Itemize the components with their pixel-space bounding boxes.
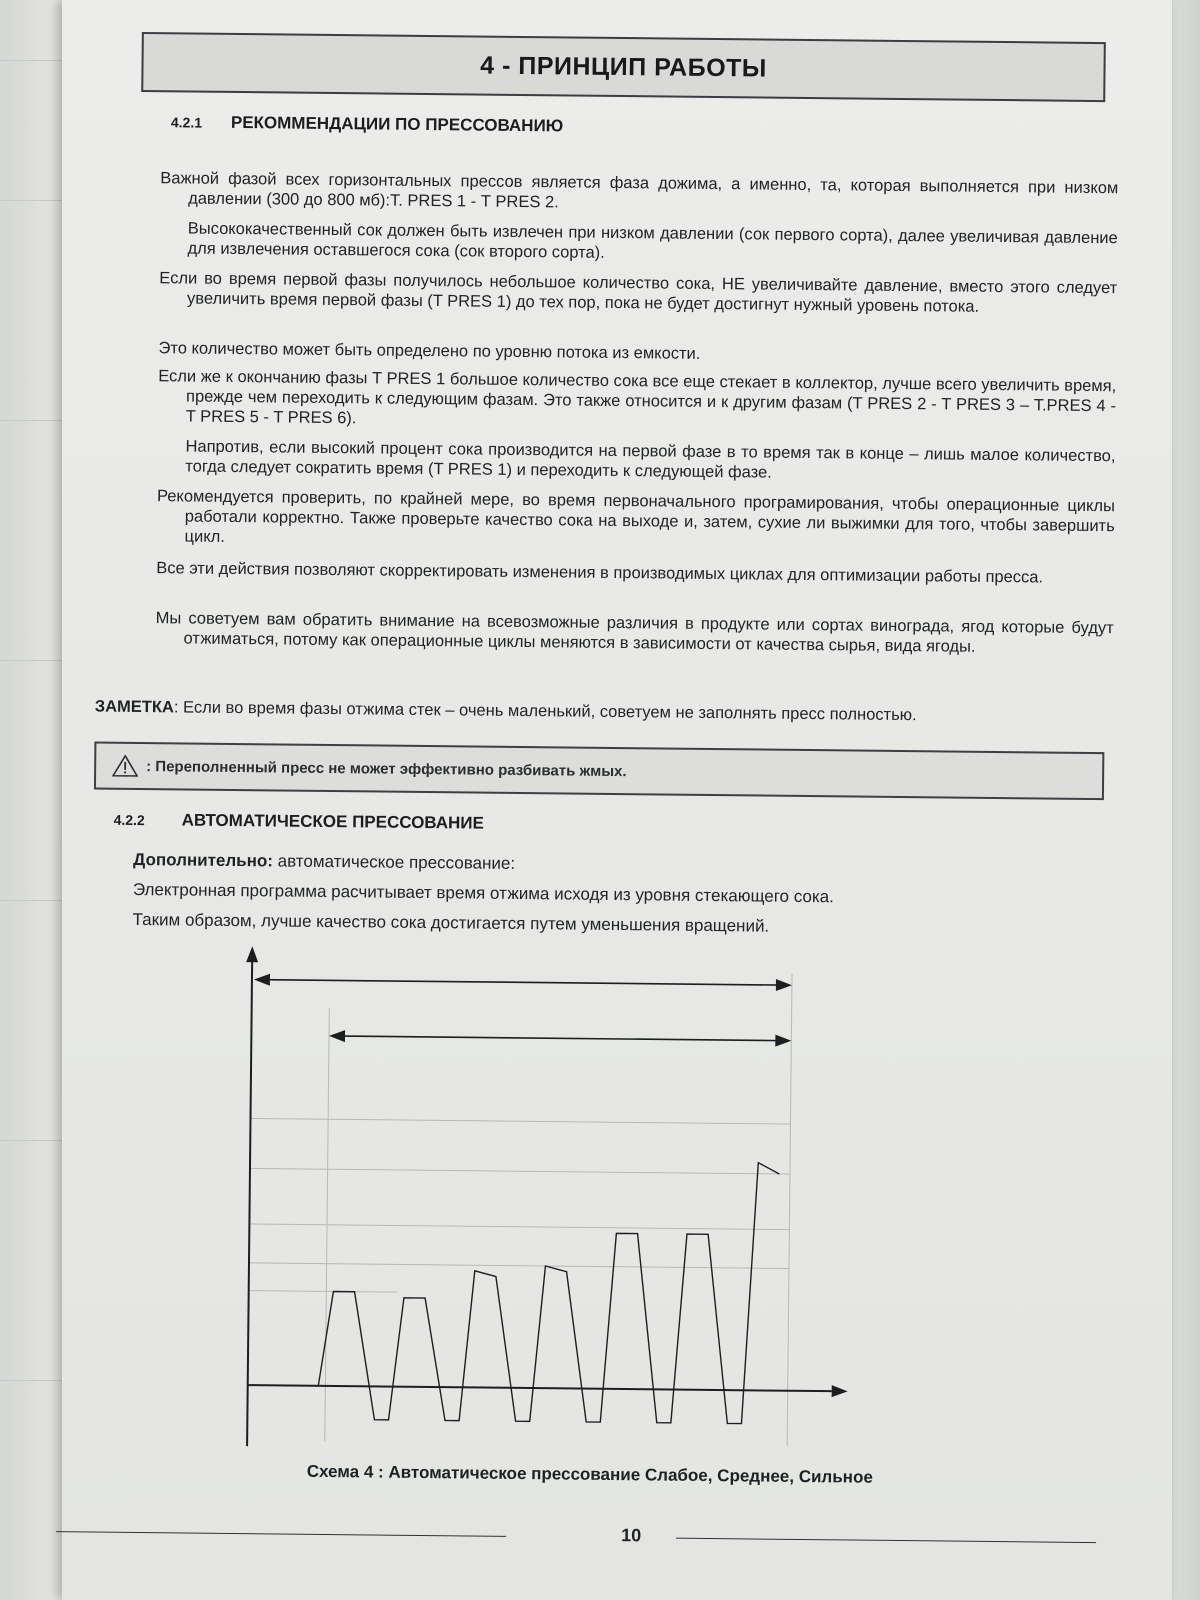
section-number: 4.2.1 xyxy=(170,114,203,131)
grid-line xyxy=(249,1291,397,1293)
optional-text: автоматическое прессование: xyxy=(272,851,516,873)
paragraph: Рекомендуется проверить, по крайней мере, во время первоначального програмирования, чтобы операционные циклы работали корректно. Также проверьте качество сока на выходе и, затем, сухие ли выжимки для того, чтобы завершить цикл. xyxy=(156,487,1116,546)
optional-label: Дополнительно: xyxy=(133,849,274,871)
section-heading xyxy=(171,112,564,136)
warning-triangle-icon xyxy=(112,755,138,777)
pressure-chart xyxy=(227,936,872,1463)
paragraph: Если во время первой фазы получилось небольшое количество сока, НЕ увеличивайте давление, вместо этого следует увеличить время первой фазы (T PRES 1) до тех пор, пока не будет достигнут нужный уровень потока. xyxy=(159,269,1118,316)
medium-span-arrow-left xyxy=(329,1030,345,1042)
y-axis xyxy=(247,960,252,1446)
figure-caption: Схема 4 : Автоматическое прессование Слабое, Среднее, Сильное xyxy=(306,1461,873,1487)
section-heading xyxy=(114,810,485,834)
page-content xyxy=(94,20,1162,1591)
x-axis-arrow xyxy=(832,1385,848,1397)
medium-span-line xyxy=(341,1036,779,1041)
guide-line-end xyxy=(787,974,792,1446)
chapter-header xyxy=(141,32,1106,102)
footer-rule-right xyxy=(676,1538,1096,1543)
pressure-series-line xyxy=(283,1158,780,1424)
note-label: ЗАМЕТКА xyxy=(94,697,174,717)
grid-line xyxy=(249,1224,789,1230)
note xyxy=(95,698,1095,727)
footer-rule-left xyxy=(56,1531,506,1537)
section-title: РЕКОММЕНДАЦИИ ПО ПРЕССОВАНИЮ xyxy=(230,112,564,136)
grid-line xyxy=(250,1168,790,1174)
grid-line xyxy=(251,1118,791,1124)
paragraph: Все эти действия позволяют скорректировать изменения в производимых циклах для оптимизации работы пресса. xyxy=(156,559,1044,587)
strong-span-line xyxy=(266,980,780,985)
paragraph: Высококачественный сок должен быть извлечен при низком давлении (сок первого сорта), далее увеличивая давление для извлечения оставшегося сока (сок второго сорта). xyxy=(187,219,1118,262)
note-text: : Если во время фазы отжима стек – очень маленький, советуем не заполнять пресс полностью. xyxy=(173,698,917,725)
manual-page xyxy=(62,0,1172,1600)
paragraph: Напротив, если высокий процент сока производится на первой фазе в то время так в конце – лишь малое количество, тогда следует сократить время (T PRES 1) и переходить к следующей фазе. xyxy=(185,437,1116,482)
paragraph: Мы советуем вам обратить внимание на всевозможные различия в продукте или сортах винограда, ягод которые будут отжиматься, потому как операционные циклы меняются в зависимости от качества сырья, вида ягоды. xyxy=(155,609,1114,656)
paragraph: Это количество может быть определено по уровню потока из емкости. xyxy=(158,339,701,363)
grid-line xyxy=(249,1263,789,1269)
body-line: Электронная программа расчитывает время отжима исходя из уровня стекающего сока. xyxy=(132,879,835,907)
chapter-title: 4 - ПРИНЦИП РАБОТЫ xyxy=(480,51,767,83)
page-number: 10 xyxy=(621,1525,642,1546)
section-title: АВТОМАТИЧЕСКОЕ ПРЕССОВАНИЕ xyxy=(181,810,485,833)
body-line: Таким образом, лучше качество сока достигается путем уменьшения вращений. xyxy=(132,909,770,936)
warning-box xyxy=(94,742,1104,801)
y-axis-arrow xyxy=(246,946,258,962)
warning-text: : Переполненный пресс не может эффективно разбивать жмых. xyxy=(146,757,627,780)
strong-span-arrow-right xyxy=(776,979,792,991)
strong-span-arrow-left xyxy=(254,974,270,986)
section-number: 4.2.2 xyxy=(113,811,145,829)
paragraph: Важной фазой всех горизонтальных прессов является фаза дожима, а именно, та, которая выполняется при низком давлении (300 до 800 мб):Т. PRES 1 - Т PRES 2. xyxy=(160,169,1119,212)
paragraph: Если же к окончанию фазы T PRES 1 большое количество сока все еще стекает в коллектор, лучше всего увеличить время, прежде чем переходить к следующим фазам. Это также относится и к другим фазам (T PRES 2 - T PRES 3 – T.PRES 4 - T PRES 5 - T PRES 6). xyxy=(158,367,1117,428)
medium-span-arrow-right xyxy=(775,1035,791,1047)
optional-line xyxy=(133,850,515,874)
